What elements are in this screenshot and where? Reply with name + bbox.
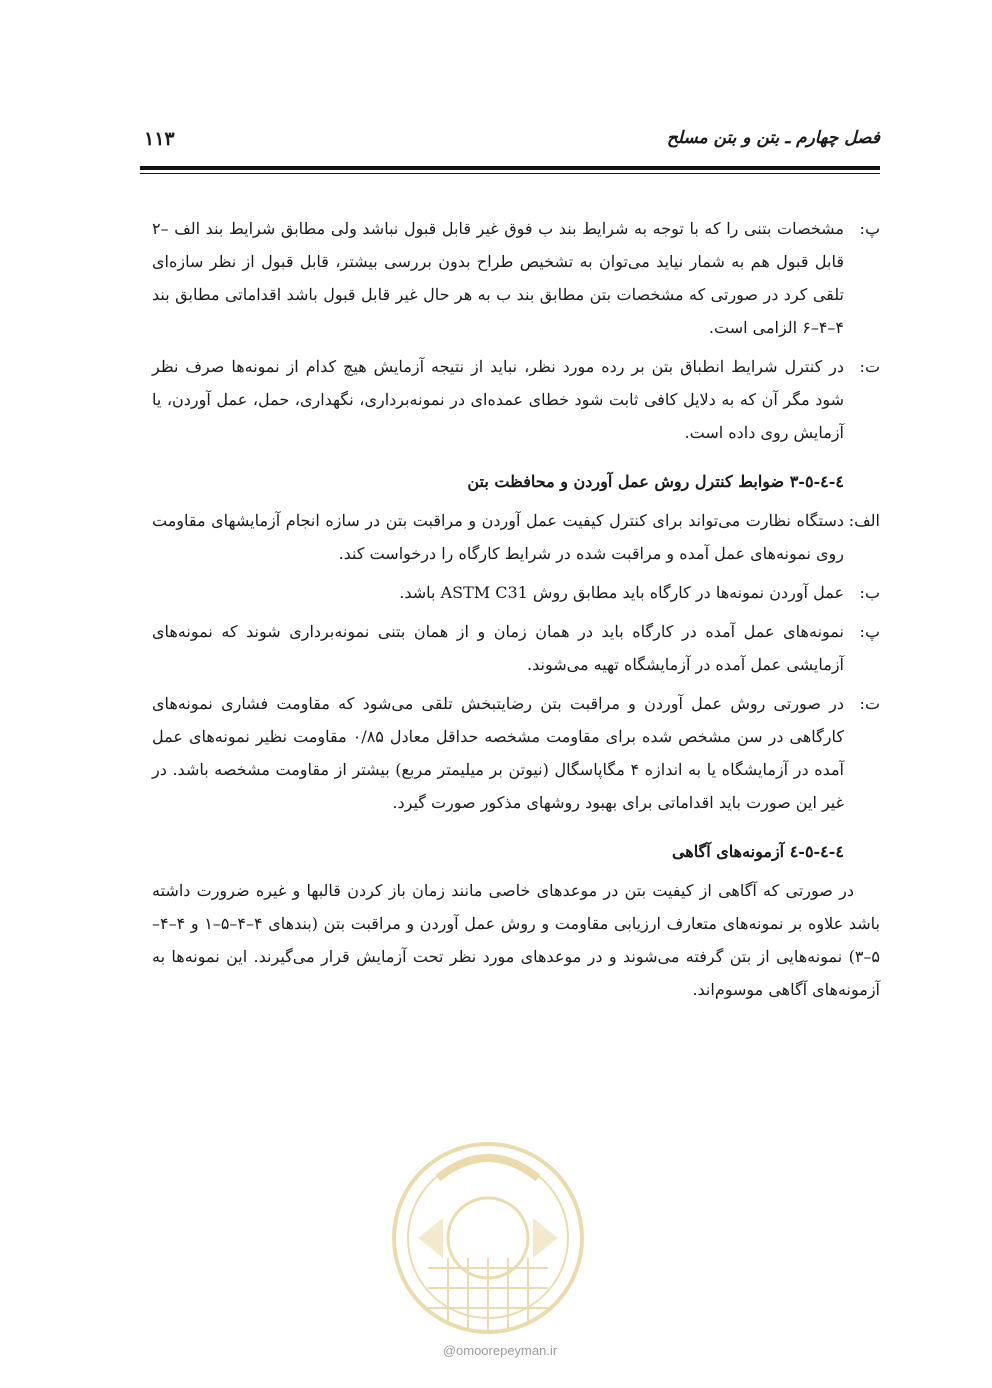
- body-content: [152, 212, 880, 1006]
- item-label: ت:: [859, 694, 880, 713]
- section-heading: ٤-٤-٥-٣ ضوابط کنترل روش عمل آوردن و محافظت بتن: [467, 472, 844, 491]
- page-number: ۱۱۳: [144, 128, 175, 150]
- chapter-title: فصل چهارم ـ بتن و بتن مسلح: [666, 128, 880, 148]
- list-item: [152, 576, 880, 609]
- list-item: [152, 212, 880, 344]
- list-item: [152, 504, 880, 570]
- item-text: نمونه‌های عمل آمده در کارگاه باید در همان زمان و از همان بتنی نمونه‌برداری شوند که نمونه‌های آزمایشی عمل آمده در آزمایشگاه تهیه می‌شوند.: [152, 622, 844, 674]
- item-label: الف:: [848, 511, 880, 530]
- header-rule-thick: [140, 166, 880, 170]
- item-label: ت:: [859, 357, 880, 376]
- section-paragraph: در صورتی که آگاهی از کیفیت بتن در موعدهای خاصی مانند زمان باز کردن قالبها و غیره ضرورت داشته باشد علاوه بر نمونه‌های متعارف ارزیابی مقاومت و روش عمل آوردن و مراقبت بتن (بندهای ۴–۴–۵–۱ و ۴–۴–۵–۳) نمونه‌هایی از بتن گرفته می‌شوند و در موعدهای مورد نظر تحت آزمایش قرار می‌گیرند. این نمونه‌ها به آزمونه‌های آگاهی موسوم‌اند.: [152, 881, 881, 999]
- item-label: پ:: [859, 219, 880, 238]
- list-item: [152, 687, 880, 819]
- item-text: در صورتی روش عمل آوردن و مراقبت بتن رضایتبخش تلقی می‌شود که مقاومت فشاری نمونه‌های کارگاهی در سن مشخص شده برای مقاومت مشخصه حداقل معادل ۰/۸۵ مقاومت نظیر نمونه‌های عمل آمده در آزمایشگاه یا به اندازه ۴ مگاپاسگال (نیوتن بر میلیمتر مربع) بیشتر از مقاومت مشخصه باشد. در غیر این صورت باید اقداماتی برای بهبود روشهای مذکور صورت گیرد.: [152, 694, 845, 812]
- item-text: مشخصات بتنی را که با توجه به شرایط بند ب فوق غیر قابل قبول نباشد ولی مطابق شرایط بند الف –۲ قابل قبول هم به شمار نیاید می‌توان به تشخیص طراح بدون بررسی بیشتر، قابل قبول از نظر سازه‌ای تلقی کرد در صورتی که مشخصات بتن مطابق بند ب به هر حال غیر قابل قبول باشد اقداماتی مطابق بند ۴–۴–۶ الزامی است.: [152, 219, 844, 337]
- list-item: [152, 615, 880, 681]
- item-label: پ:: [859, 622, 880, 641]
- list-item: [152, 350, 880, 449]
- section-heading: ٤-٤-٥-٤ آزمونه‌های آگاهی: [671, 842, 844, 861]
- item-label: ب:: [859, 583, 880, 602]
- item-text: عمل آوردن نمونه‌ها در کارگاه باید مطابق روش ASTM C31 باشد.: [399, 583, 844, 602]
- item-text: دستگاه نظارت می‌تواند برای کنترل کیفیت عمل آوردن و مراقبت بتن در سازه انجام آزمایشهای مقاومت روی نمونه‌های عمل آمده و مراقبت شده در شرایط کارگاه را درخواست کند.: [152, 511, 845, 563]
- item-text: در کنترل شرایط انطباق بتن بر رده مورد نظر، نباید از نتیجه آزمایش هیچ کدام از نمونه‌ها صرف نظر شود مگر آن که به دلایل کافی ثابت شود خطای عمده‌ای در نمونه‌برداری، نگهداری، حمل، عمل آوردن، یا آزمایش روی داده است.: [152, 357, 844, 442]
- watermark-url: @omoorepeyman.ir: [442, 1343, 558, 1358]
- publisher-seal-icon: [388, 1138, 588, 1338]
- header-rule-thin: [140, 173, 880, 174]
